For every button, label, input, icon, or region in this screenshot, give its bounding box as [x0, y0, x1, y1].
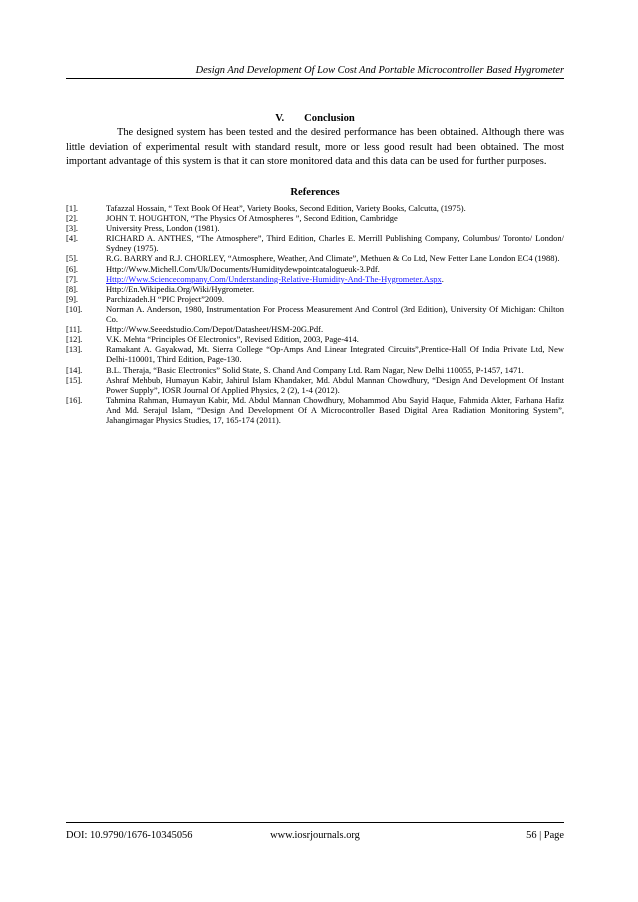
reference-item	[66, 324, 564, 334]
reference-item	[66, 203, 564, 213]
reference-item	[66, 395, 564, 425]
reference-number: [7].	[66, 273, 79, 284]
reference-text: Ashraf Mehbub, Humayun Kabir, Jahirul Islam Khandaker, Md. Abdul Mannan Chowdhury, “Design And Development Of Instant Power Supply”, IOSR Journal Of Applied Physics, 2 (2), 1-4 (2012).	[106, 374, 564, 395]
section-number: V.	[275, 113, 285, 124]
reference-item	[66, 304, 564, 324]
reference-item	[66, 264, 564, 274]
running-header: Design And Development Of Low Cost And Portable Microcontroller Based Hygrometer	[195, 65, 564, 76]
reference-text: University Press, London (1981).	[106, 223, 220, 234]
references-heading: References	[290, 187, 340, 198]
reference-number: [14].	[66, 364, 83, 375]
footer-rule	[66, 822, 564, 823]
reference-number: [6].	[66, 263, 79, 274]
reference-text: Http://Www.Michell.Com/Uk/Documents/Humiditydewpointcatalogueuk-3.Pdf.	[106, 263, 380, 274]
reference-suffix: .	[441, 273, 444, 284]
reference-item	[66, 274, 564, 284]
footer-doi: DOI: 10.9790/1676-10345056	[66, 830, 193, 841]
reference-item	[66, 253, 564, 263]
reference-text: B.L. Theraja, “Basic Electronics” Solid State, S. Chand And Company Ltd. Ram Nagar, New Delhi 110055, P-1457, 1471.	[106, 364, 524, 375]
reference-text	[106, 274, 564, 284]
reference-number: [16].	[66, 394, 83, 405]
reference-text: JOHN T. HOUGHTON, “The Physics Of Atmospheres ”, Second Edition, Cambridge	[106, 213, 398, 224]
reference-number: [1].	[66, 203, 79, 213]
reference-text: Http://En.Wikipedia.Org/Wiki/Hygrometer.	[106, 283, 255, 294]
reference-item	[66, 233, 564, 253]
reference-text: Http://Www.Seeedstudio.Com/Depot/Datasheet/HSM-20G.Pdf.	[106, 324, 324, 335]
reference-text: Parchizadeh.H “PIC Project”2009.	[106, 293, 225, 304]
header-rule	[66, 78, 564, 79]
reference-item	[66, 334, 564, 344]
reference-text: Norman A. Anderson, 1980, Instrumentation For Process Measurement And Control (3rd Edition), University Of Michigan: Chilton Co.	[106, 303, 564, 325]
reference-item	[66, 223, 564, 233]
reference-item	[66, 294, 564, 304]
reference-number: [15].	[66, 374, 83, 385]
reference-number: [10].	[66, 303, 83, 314]
reference-item	[66, 284, 564, 294]
reference-number: [12].	[66, 334, 83, 345]
reference-text: Ramakant A. Gayakwad, Mt. Sierra College “Op-Amps And Linear Integrated Circuits”,Prentice-Hall Of India Private Ltd, New Delhi-110001, Third Edition, Page-130.	[106, 344, 564, 365]
reference-item	[66, 365, 564, 375]
footer-page-number: 56 | Page	[526, 830, 564, 841]
reference-number: [4].	[66, 233, 79, 244]
reference-number: [13].	[66, 344, 83, 355]
reference-number: [11].	[66, 324, 82, 335]
footer-site: www.iosrjournals.org	[270, 830, 360, 841]
reference-item	[66, 375, 564, 395]
reference-number: [2].	[66, 213, 79, 224]
reference-text: R.G. BARRY and R.J. CHORLEY, “Atmosphere, Weather, And Climate”, Methuen & Co Ltd, New Fetter Lane London EC4 (1988).	[106, 253, 560, 264]
section-heading	[66, 112, 564, 126]
reference-item	[66, 344, 564, 364]
conclusion-paragraph	[66, 126, 564, 170]
reference-text: V.K. Mehta “Principles Of Electronics”, Revised Edition, 2003, Page-414.	[106, 334, 359, 345]
conclusion-text: The designed system has been tested and the desired performance has been obtained. Although there was little deviation of experimental result with standard result, more or less good result had been obtained. The most important advantage of this system is that it can store monitored data and this data can be used for further purposes.	[66, 127, 564, 168]
reference-link[interactable]: Http://Www.Sciencecompany.Com/Understanding-Relative-Humidity-And-The-Hygrometer.Aspx	[106, 273, 442, 284]
reference-item	[66, 213, 564, 223]
references-list	[66, 203, 564, 425]
section-title: Conclusion	[304, 113, 355, 124]
reference-text: RICHARD A. ANTHES, “The Atmosphere”, Third Edition, Charles E. Merrill Publishing Company, Columbus/ Toronto/ London/ Sydney (1975).	[106, 233, 564, 254]
reference-number: [8].	[66, 283, 79, 294]
reference-number: [3].	[66, 223, 79, 234]
reference-text: Tafazzal Hossain, “ Text Book Of Heat”, Variety Books, Second Edition, Variety Books, Calcutta, (1975).	[106, 203, 466, 213]
reference-number: [5].	[66, 253, 79, 264]
reference-number: [9].	[66, 293, 79, 304]
reference-text: Tahmina Rahman, Humayun Kabir, Md. Abdul Mannan Chowdhury, Mohammod Abu Sayid Haque, Fahmida Akter, Farhana Hafiz And Md. Serajul Islam, “Design And Development Of A Microcontroller Based Digital Area Radiation Monitoring System”, Jahangirnagar Physics Studies, 17, 165-174 (2011).	[106, 394, 564, 425]
